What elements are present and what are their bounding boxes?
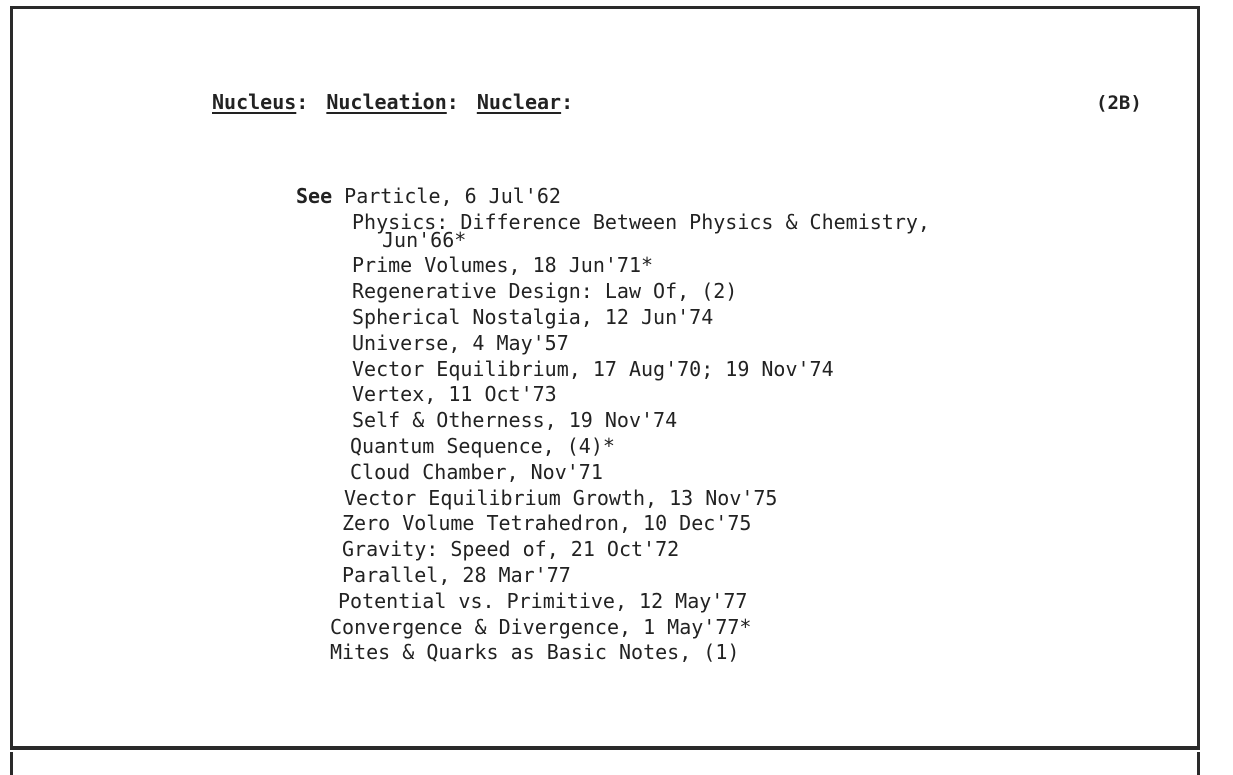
list-item: Cloud Chamber, Nov'71 (350, 459, 603, 484)
list-item: Potential vs. Primitive, 12 May'77 (338, 588, 748, 613)
list-item: Physics: Difference Between Physics & Chemistry, (352, 209, 930, 234)
list-item: Regenerative Design: Law Of, (2) (352, 279, 738, 304)
heading-term-nucleation: Nucleation (326, 90, 447, 114)
heading-separator: : (296, 90, 309, 114)
list-item: Self & Otherness, 19 Nov'74 (352, 408, 678, 433)
list-item: Parallel, 28 Mar'77 (342, 562, 571, 587)
heading-separator: : (446, 90, 459, 114)
list-item: Vector Equilibrium, 17 Aug'70; 19 Nov'74 (352, 356, 834, 381)
card-code: (2B) (1096, 92, 1142, 114)
list-item: Prime Volumes, 18 Jun'71* (352, 253, 654, 278)
list-item: Mites & Quarks as Basic Notes, (1) (330, 640, 740, 665)
list-item (296, 184, 930, 210)
list-item: Spherical Nostalgia, 12 Jun'74 (352, 304, 714, 329)
card-heading (212, 90, 573, 114)
list-item: Vector Equilibrium Growth, 13 Nov'75 (344, 485, 778, 510)
list-item: Universe, 4 May'57 (352, 330, 569, 355)
next-index-card-edge (10, 752, 1200, 775)
list-item: Zero Volume Tetrahedron, 10 Dec'75 (342, 511, 752, 536)
list-item: Vertex, 11 Oct'73 (352, 382, 557, 407)
cross-reference-list (296, 184, 930, 666)
see-label: See (296, 184, 333, 208)
heading-term-nucleus: Nucleus (212, 90, 297, 114)
entry-text: Particle, 6 Jul'62 (344, 184, 561, 208)
list-item: Jun'66* (382, 227, 467, 252)
heading-separator: : (561, 90, 574, 114)
list-item: Convergence & Divergence, 1 May'77* (330, 614, 752, 639)
heading-term-nuclear: Nuclear (476, 90, 562, 114)
list-item: Quantum Sequence, (4)* (350, 433, 615, 458)
list-item: Gravity: Speed of, 21 Oct'72 (342, 537, 680, 562)
